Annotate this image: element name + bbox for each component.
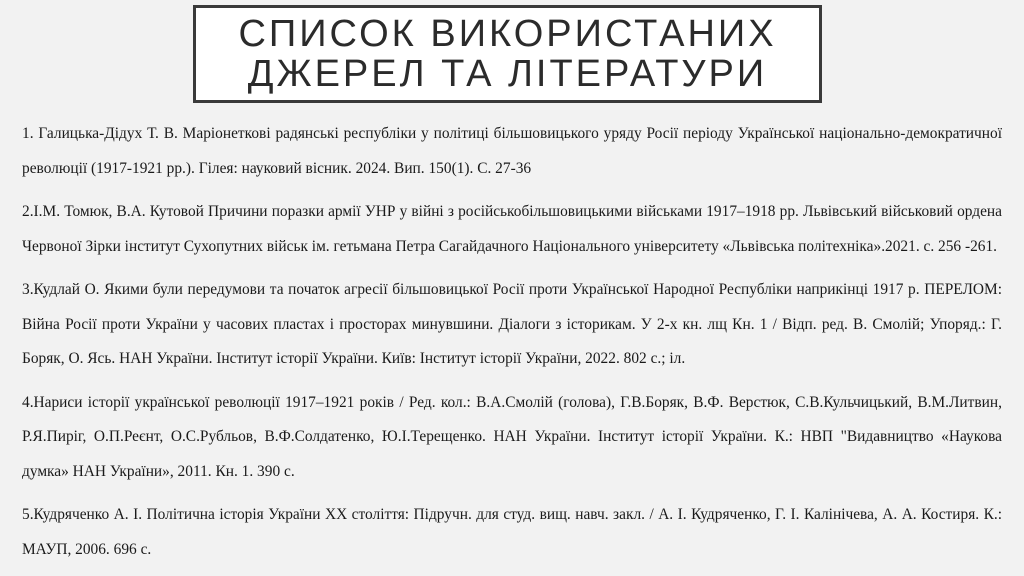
reference-item-3: 3.Кудлай О. Якими були передумови та початок агресії більшовицької Росії проти Української Народної Республіки наприкінці 1917 р. ПЕРЕЛОМ: Війна Росії проти України у часових пластах і просторах минувшини. Діалоги з історикам. У 2-х кн. лщ Кн. 1 / Відп. ред. В. Смолій; Упоряд.: Г. Боряк, О. Ясь. НАН України. Інститут історії України. Київ: Інститут історії України, 2022. 802 с.; іл. (22, 281, 1002, 367)
page-title-line-1: СПИСОК ВИКОРИСТАНИХ (238, 13, 777, 55)
reference-item-2: 2.І.М. Томюк, В.А. Кутовой Причини поразки армії УНР у війні з російськобільшовицькими військами 1917–1918 рр. Львівський військовий ордена Червоної Зірки інститут Сухопутних військ ім. гетьмана Петра Сагайдачного Національного університету «Львівська політехніка».2021. с. 256 -261. (22, 203, 1002, 255)
page-title-line-2: ДЖЕРЕЛ ТА ЛІТЕРАТУРИ (247, 53, 768, 95)
reference-item-4: 4.Нариси історії української революції 1917–1921 років / Ред. кол.: В.А.Смолій (голова), Г.В.Боряк, В.Ф. Верстюк, С.В.Кульчицький, В.М.Литвин, Р.Я.Пиріг, О.П.Реєнт, О.С.Рубльов, В.Ф.Солдатенко, Ю.І.Терещенко. НАН України. Інститут історії України. К.: НВП "Видавництво «Наукова думка» НАН України», 2011. Кн. 1. 390 с. (22, 393, 1002, 480)
reference-item-5: 5.Кудряченко А. І. Політична історія України ХХ століття: Підручн. для студ. вищ. навч. закл. / А. І. Кудряченко, Г. І. Калінічева, А. А. Костиря. К.: МАУП, 2006. 696 с. (22, 506, 1002, 558)
reference-item-1: 1. Галицька-Дідух Т. В. Маріонеткові радянські республіки у політиці більшовицького уряду Росії періоду Української національно-демократичної революції (1917-1921 рр.). Гілея: науковий вісник. 2024. Вип. 150(1). С. 27-36 (22, 125, 1002, 177)
title-box (193, 5, 822, 103)
reference-list (22, 117, 1002, 576)
